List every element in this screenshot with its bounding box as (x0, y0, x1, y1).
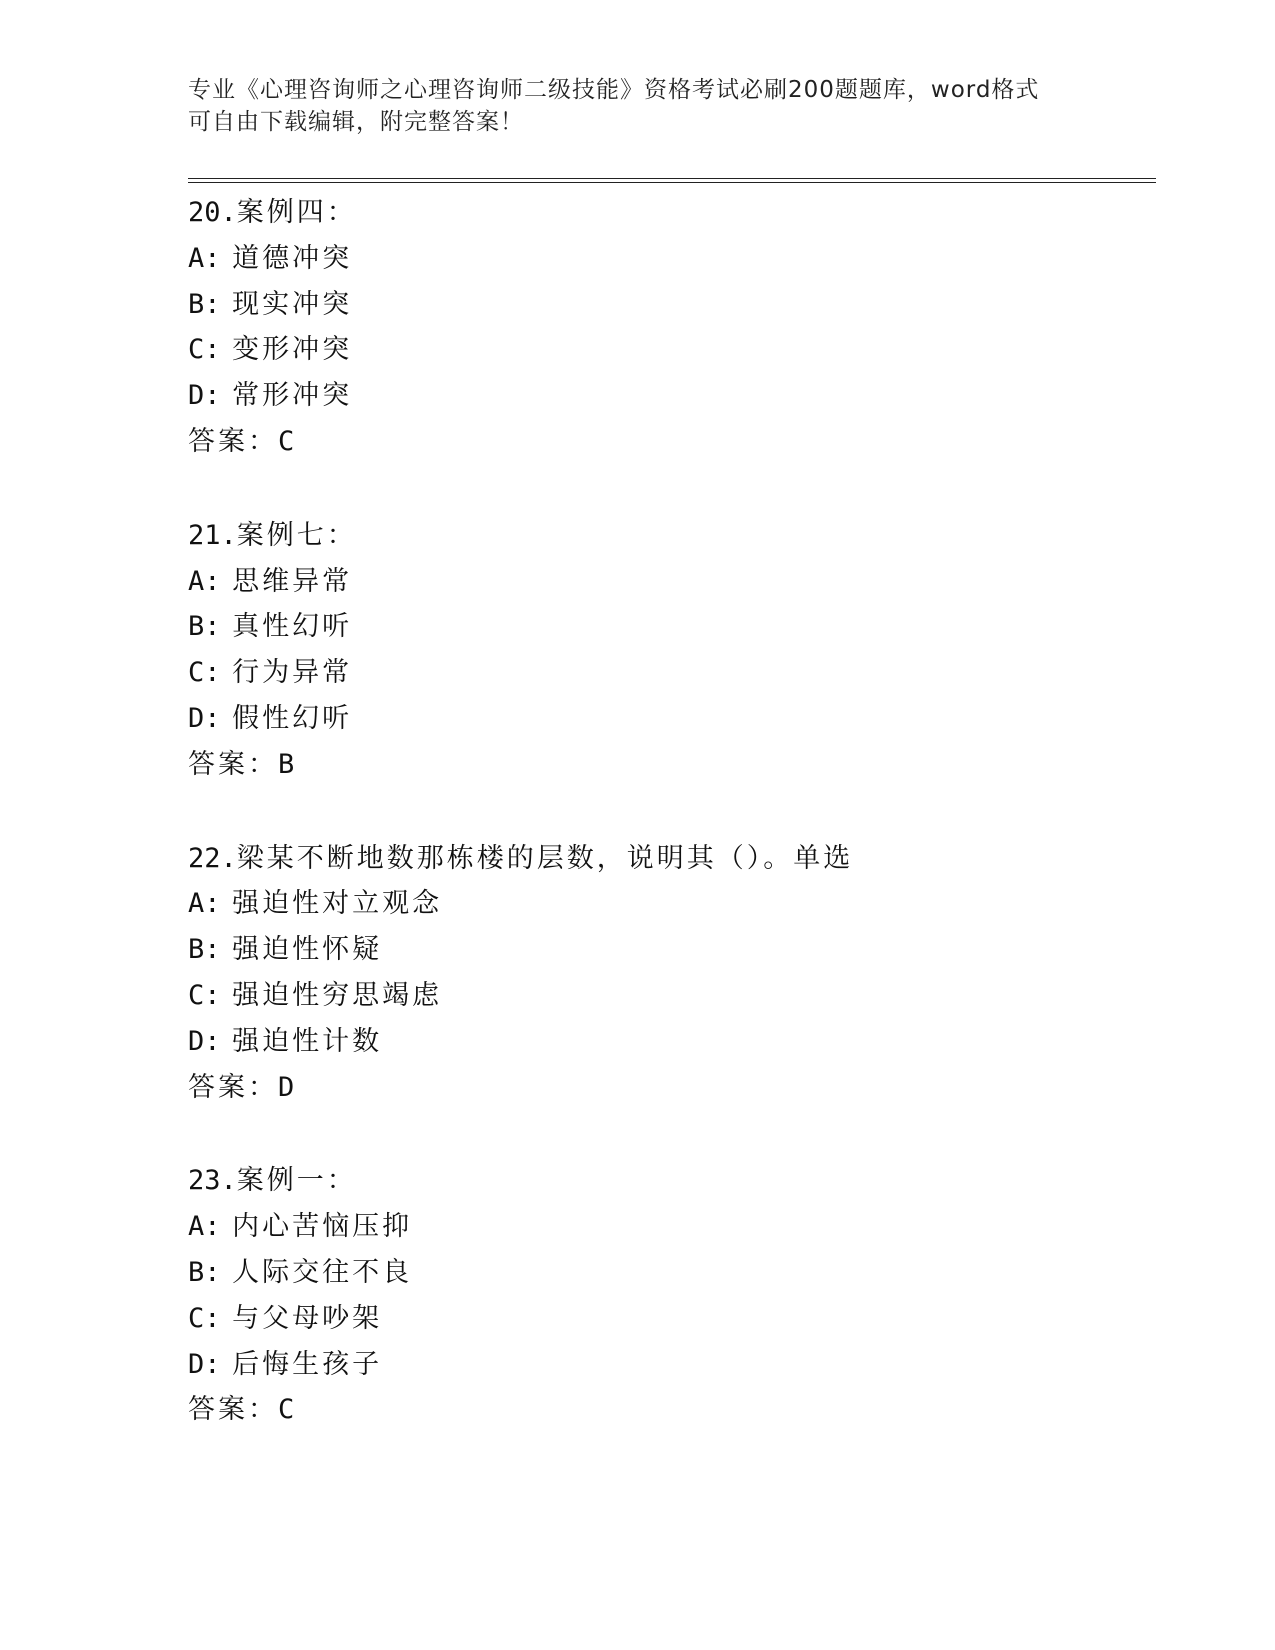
answer-value: C (278, 425, 298, 457)
answer-line (188, 419, 1088, 465)
answer-label: 答案： (188, 1071, 278, 1103)
option-text: 现实冲突 (232, 288, 353, 320)
question-number: 21. (188, 519, 237, 551)
question-20 (188, 190, 1088, 465)
option-a (188, 881, 1088, 927)
question-number: 20. (188, 197, 237, 228)
question-list (188, 190, 1088, 1481)
option-letter: D: (188, 380, 221, 412)
option-d (188, 696, 1088, 742)
option-letter: B: (188, 288, 221, 320)
option-c (188, 327, 1088, 373)
question-number: 22. (188, 842, 237, 874)
option-letter: D: (188, 702, 221, 734)
answer-value: B (278, 748, 298, 780)
option-c (188, 650, 1088, 696)
header-line-1: 专业《心理咨询师之心理咨询师二级技能》资格考试必刷200题题库，word格式 (188, 77, 1040, 103)
option-text: 内心苦恼压抑 (232, 1211, 413, 1243)
header-divider-bottom (188, 182, 1156, 183)
option-text: 强迫性怀疑 (232, 934, 383, 966)
option-text: 强迫性穷思竭虑 (232, 979, 443, 1011)
option-c (188, 1296, 1088, 1342)
question-23 (188, 1158, 1088, 1433)
option-text: 变形冲突 (232, 334, 353, 366)
question-stem (188, 1158, 1088, 1204)
option-text: 与父母吵架 (232, 1302, 383, 1334)
option-text: 思维异常 (232, 565, 353, 597)
option-letter: A: (188, 888, 221, 920)
option-c (188, 973, 1088, 1019)
answer-label: 答案： (188, 425, 278, 457)
option-b (188, 604, 1088, 650)
question-21 (188, 513, 1088, 788)
option-letter: D: (188, 1025, 221, 1057)
question-stem (188, 836, 1088, 882)
option-b (188, 1250, 1088, 1296)
option-a (188, 1204, 1088, 1250)
question-stem (188, 190, 1088, 236)
option-d (188, 373, 1088, 419)
answer-label: 答案： (188, 748, 278, 780)
answer-line (188, 1387, 1088, 1433)
answer-line (188, 1065, 1088, 1111)
question-22 (188, 836, 1088, 1111)
option-letter: C: (188, 334, 221, 366)
option-letter: A: (188, 1211, 221, 1243)
option-text: 强迫性对立观念 (232, 888, 443, 920)
option-text: 假性幻听 (232, 702, 353, 734)
option-text: 行为异常 (232, 657, 353, 689)
option-b (188, 282, 1088, 328)
question-text: 案例四： (236, 197, 357, 228)
option-letter: C: (188, 657, 221, 689)
answer-label: 答案： (188, 1394, 278, 1426)
option-letter: A: (188, 242, 221, 274)
option-letter: B: (188, 934, 221, 966)
question-text: 梁某不断地数那栋楼的层数，说明其（）。单选 (236, 842, 854, 874)
question-stem (188, 513, 1088, 559)
option-letter: C: (188, 979, 221, 1011)
option-text: 人际交往不良 (232, 1256, 413, 1288)
option-text: 真性幻听 (232, 611, 353, 643)
option-a (188, 236, 1088, 282)
question-text: 案例七： (236, 519, 357, 551)
answer-value: C (278, 1394, 298, 1426)
option-letter: C: (188, 1302, 221, 1334)
option-text: 强迫性计数 (232, 1025, 383, 1057)
option-letter: D: (188, 1348, 221, 1380)
option-a (188, 559, 1088, 605)
option-letter: B: (188, 611, 221, 643)
document-header (188, 74, 1088, 138)
header-line-2: 可自由下载编辑，附完整答案！ (188, 109, 524, 135)
option-d (188, 1019, 1088, 1065)
option-text: 后悔生孩子 (232, 1348, 383, 1380)
option-letter: A: (188, 565, 221, 597)
answer-value: D (278, 1071, 298, 1103)
option-text: 常形冲突 (232, 380, 353, 412)
option-text: 道德冲突 (232, 242, 353, 274)
question-number: 23. (188, 1165, 237, 1197)
header-divider-top (188, 178, 1156, 179)
option-d (188, 1342, 1088, 1388)
option-b (188, 927, 1088, 973)
answer-line (188, 742, 1088, 788)
question-text: 案例一： (236, 1165, 357, 1197)
option-letter: B: (188, 1256, 221, 1288)
